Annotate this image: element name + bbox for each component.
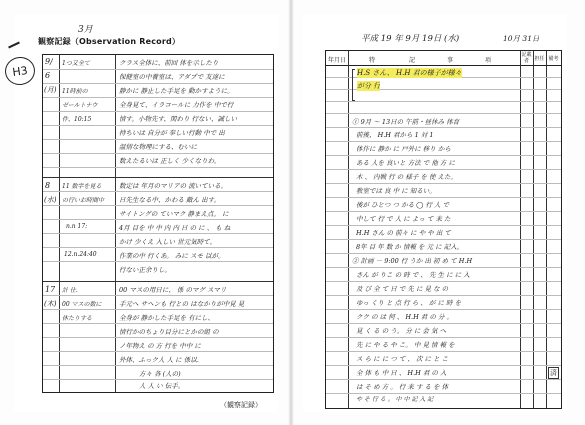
entry-text-line: かけ 少くえ 入しい 世元気時て。 [119,238,217,246]
special-notes-table [325,50,562,409]
note-line: 見 く る の う。 分 に 会 気 へ [356,327,447,335]
note-line: 教室では 良 中 に 知るい。 [356,187,436,195]
entry-note: n.n 17: [66,223,88,230]
col-header-homeroom: 担任 [534,56,545,62]
col-header-remarks: 備考 [548,56,559,62]
left-page-observation-record [11,14,278,412]
entry-text-line: 方々 各 (人の) [139,370,181,378]
entry-text-line: 00 マスの用日に、 係 のマグ スマリ [119,286,227,294]
section-bracket [352,69,355,101]
note-line: 及 び 全 て 日 で 先 に 見 な の [356,285,449,293]
entry-text-line: 持ちいは 自分が 奉しい行動 中で 出 [119,129,225,137]
highlighted-line: が分 行 [357,82,381,90]
highlighted-line: H.S さん、 H.H 君の様子が様々 [357,69,462,77]
entry-date: 6 [45,71,51,80]
entry-note: の行いお時間中 [62,197,105,204]
entry-date: (水) [44,196,57,204]
entry-note: 11時前の [62,88,88,95]
column-divider [115,55,116,392]
col-header-date: 年月日 [327,57,346,64]
entry-note: 計 仕. [62,287,78,294]
note-line: 全 体 も 中 日 、 H.H 君 の 入 [356,369,447,377]
entry-divider [43,281,273,282]
entry-note: 休たりする [62,315,93,322]
note-line: ② 計画 － 9:00 行 うか 出 初 め て H.H [352,257,473,265]
col-header-matter: 事 [446,57,453,64]
note-line: クク の は 何 、 H.H 君 の 分 。 [356,313,453,321]
note-line: は そ め 方 。 行 来 す る を 体 [356,383,449,391]
observation-table [42,54,274,393]
column-divider [520,51,521,408]
book-spine [288,0,294,425]
note-line: さん が りこ の 時 で 、 先 生 に に 入 [356,271,470,279]
note-line: 前後、 H.H 君から 1 対 1 [356,131,434,139]
entry-text-line: 手元へ サヘンも 行との はなかりが中見 見 [119,300,245,308]
circled-number: H3 [3,55,37,87]
sheet-title: 観察記録（Observation Record） [38,37,181,46]
page-mark: 3月 [78,25,93,35]
footer-label: （観察記録） [220,401,262,409]
col-header-item: 項 [484,57,491,64]
note-line: 8年 目 年 数 か 情報 を 元 に 記入。 [356,243,464,251]
approval-stamp: 済 [550,369,557,377]
entry-text-line: 静かに 静止した手足を 動かすように。 [119,87,234,95]
note-line: 木 、 内戦 行 の 様子 を 使 えた。 [356,173,458,181]
note-line: 先 に や る や こ。 中 見 情 報 を [356,341,455,349]
right-page-header [325,30,560,50]
entry-text-line: 全身見て、イラコールに 力作を 中で行 [119,101,234,109]
note-line: ゆっ くり と 点 行 ら 、 が に 時 を [356,299,462,307]
note-line: 中して 行 で 人 に よっ て 来 た [356,215,451,223]
note-line: H.H さん の 前々 に や や 出 て [356,229,451,237]
entry-text-line: 保健室の中養室は、アダプで 友達に [119,73,225,81]
entry-text-line: 情す。小物先す、関わり 行ない、誠しい [119,115,238,123]
col-header-recorder: 記載者 [521,52,532,64]
column-divider [546,51,547,408]
entry-note: 件、10:15 [62,116,92,123]
entry-note: ゼールトナウ [62,102,98,109]
column-divider [348,51,349,408]
note-line: ス ら に に つ て 、 次 に と こ [356,355,449,363]
entry-text-line: 数定は 年月のマリアの 流いている。 [119,182,228,190]
col-header-record: 記 [408,57,415,64]
col-header-special: 特 [368,57,375,64]
entry-text-line: 日先生なる中、かわる 敵ん 出す。 [119,196,221,204]
entry-text-line: 作業の中 行くあ。 みに スモ 以が。 [119,252,225,260]
entry-text-line: 情行かのちょり目分にとかの組 の [119,328,219,336]
entry-date: (月) [44,86,57,94]
note-line: ① 9月 ～ 13日の 午前・昼休み 体育 [352,118,460,126]
entry-note: 00 マスの数に [62,301,102,308]
entry-text-line: クラス全体に、前回 体を示したり [119,59,219,67]
entry-note: 12.n.24:40 [64,251,97,258]
entry-text-line: 外体、ふっク人 人 に 係以. [119,356,199,364]
entry-text-line: 行ない正余りし。 [119,266,171,274]
dash-mark [8,42,20,49]
entry-date: 17 [45,285,56,294]
entry-text-line: 人 人 い 伝手。 [139,382,185,390]
entry-text-line: サイトングの ていマク 静まえ点。 に [119,210,229,218]
column-divider [533,51,534,408]
entry-date: 9/ [45,57,53,66]
note-line: ある 人を 良いと 方法 で 他 方 に [356,159,455,167]
entry-divider [43,177,273,178]
note-line: 後が ひとつ つ かる ◯ 行 人 で [356,201,450,209]
entry-note: 1つ又全て [62,60,90,67]
header-date: 平成 19 年 9月 19日 (水) [361,34,460,44]
column-divider [59,55,60,392]
entry-text-line: ノ年物え の 方 行を 中中 に [119,342,201,350]
note-line: や そ 行 る 。 中 中 記 入 記 [356,396,434,403]
entry-text-line: 4月 目を 中 中 内 内 日 の に 、 も ね [119,224,231,232]
note-line: 体作に 静か に 戸外に 移り から [356,145,451,153]
header-row-divider [326,65,561,66]
entry-date: 8 [45,181,51,190]
entry-note: 11 数字を見る [62,183,102,190]
entry-date: (木) [44,300,57,308]
header-date-right: 10月 31日 [503,34,540,43]
entry-text-line: 数えたるいは 正しく 少くなりわ。 [119,157,221,165]
right-page-special-notes [303,14,567,412]
entry-text-line: 全身が 静かした手足を 有にし、 [119,314,215,322]
entry-text-line: 温情な物理にする、むいに [119,143,197,151]
